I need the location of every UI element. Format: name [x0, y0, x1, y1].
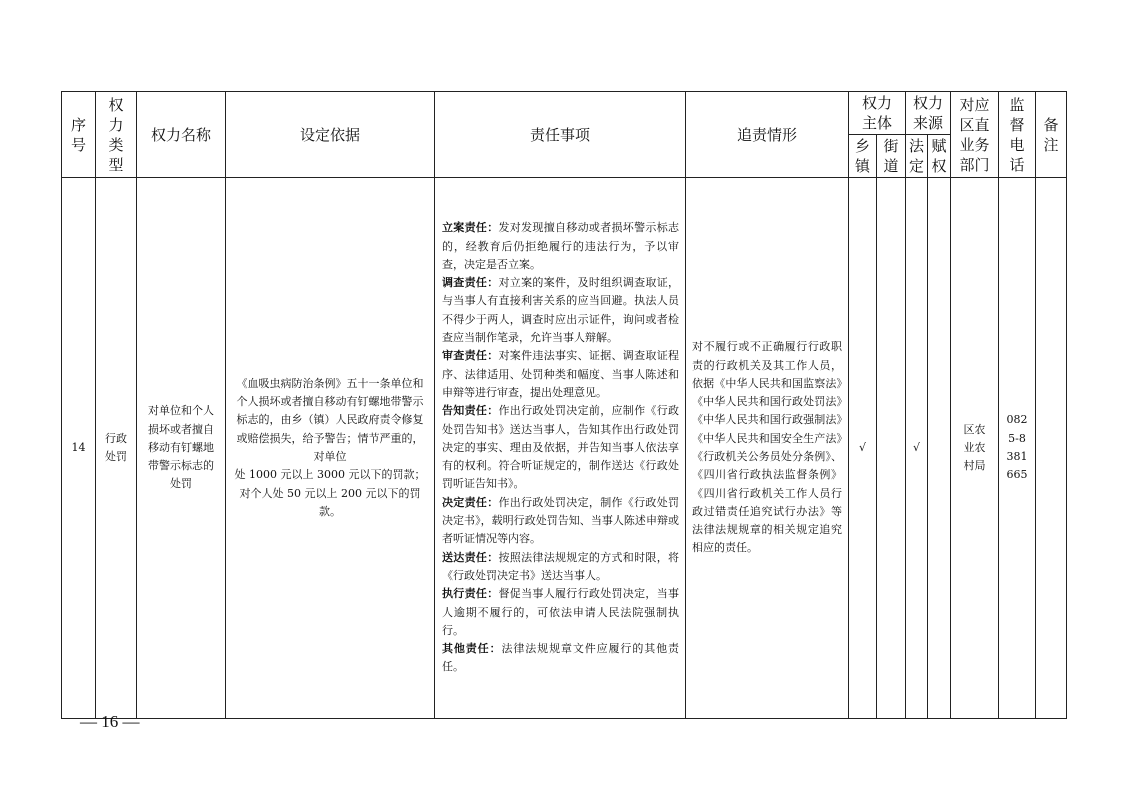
header-subject-street: 街 道 — [877, 135, 906, 178]
cell-power-type: 行政 处罚 — [96, 178, 137, 719]
resp-item: 决定责任：作出行政处罚决定，制作《行政处罚决定书》，载明行政处罚告知、当事人陈述申辩或者听证情况等内容。 — [442, 495, 679, 546]
header-source: 权力 来源 — [906, 92, 951, 135]
cell-power-name: 对单位和个人损坏或者擅自移动有钉螺地带警示标志的处罚 — [137, 178, 226, 719]
resp-item: 送达责任：按照法律法规规定的方式和时限，将《行政处罚决定书》送达当事人。 — [442, 550, 679, 582]
cell-dept: 区农 业农 村局 — [951, 178, 999, 719]
page-number: — 16 — — [80, 712, 140, 731]
header-dept: 对应 区直 业务 部门 — [951, 92, 999, 178]
header-seq: 序 号 — [62, 92, 96, 178]
cell-source-statutory-check: √ — [906, 178, 928, 719]
resp-item: 其他责任：法律法规规章文件应履行的其他责任。 — [442, 642, 680, 674]
cell-source-granted-check — [928, 178, 951, 719]
resp-item: 执行责任：督促当事人履行行政处罚决定，当事人逾期不履行的，可依法申请人民法院强制执行。 — [442, 587, 679, 637]
cell-phone: 082 5-8 381 665 — [999, 178, 1036, 719]
header-phone: 监 督 电 话 — [999, 92, 1036, 178]
resp-item: 告知责任：作出行政处罚决定前，应制作《行政处罚告知书》送达当事人，告知其作出行政处罚决定的事实、理由及依据，并告知当事人依法享有的权利。符合听证规定的，制作送达《行政处罚听证告知书》。 — [442, 404, 679, 491]
resp-item: 审查责任：对案件违法事实、证据、调查取证程序、法律适用、处罚种类和幅度、当事人陈述和申辩等进行审查，提出处理意见。 — [442, 349, 679, 399]
resp-item: 调查责任：对立案的案件，及时组织调查取证，与当事人有直接利害关系的应当回避。执法人员不得少于两人，调查时应出示证件，询问或者检查应当制作笔录，允许当事人辩解。 — [442, 276, 679, 345]
basis-part-1: 《血吸虫病防治条例》五十一条单位和个人损坏或者擅自移动有钉螺地带警示标志的，由乡（镇）人民政府责令修复或赔偿损失，给予警告；情节严重的，对单位 — [236, 376, 424, 463]
header-source-granted: 赋 权 — [928, 135, 951, 178]
header-responsibility: 责任事项 — [435, 92, 686, 178]
header-remark: 备 注 — [1036, 92, 1067, 178]
cell-basis — [226, 178, 435, 719]
header-power-name: 权力名称 — [137, 92, 226, 178]
header-subject: 权力 主体 — [849, 92, 906, 135]
cell-accountability: 对不履行或不正确履行行政职责的行政机关及其工作人员，依据《中华人民共和国监察法》《中华人民共和国行政处罚法》《中华人民共和国行政强制法》《中华人民共和国安全生产法》《行政机关公务员处分条例》、《四川省行政执法监督条例》《四川省行政机关工作人员行政过错责任追究试行办法》等法律法规规章的相关规定追究相应的责任。 — [686, 178, 849, 719]
cell-responsibility — [435, 178, 686, 719]
table-row — [62, 178, 1067, 719]
resp-item: 立案责任：发对发现擅自移动或者损坏警示标志的，经教育后仍拒绝履行的违法行为，予以审查，决定是否立案。 — [442, 221, 679, 271]
header-accountability: 追责情形 — [686, 92, 849, 178]
header-subject-town: 乡 镇 — [849, 135, 877, 178]
power-list-table — [61, 91, 1067, 719]
cell-subject-street-check — [877, 178, 906, 719]
cell-seq: 14 — [62, 178, 96, 719]
header-source-statutory: 法 定 — [906, 135, 928, 178]
cell-subject-town-check: √ — [849, 178, 877, 719]
basis-part-2: 处 1000 元以上 3000 元以下的罚款；对个人处 50 元以上 200 元以下的罚款。 — [234, 468, 426, 518]
header-power-type: 权 力 类 型 — [96, 92, 137, 178]
cell-remark — [1036, 178, 1067, 719]
header-row-1 — [62, 92, 1067, 135]
header-basis: 设定依据 — [226, 92, 435, 178]
